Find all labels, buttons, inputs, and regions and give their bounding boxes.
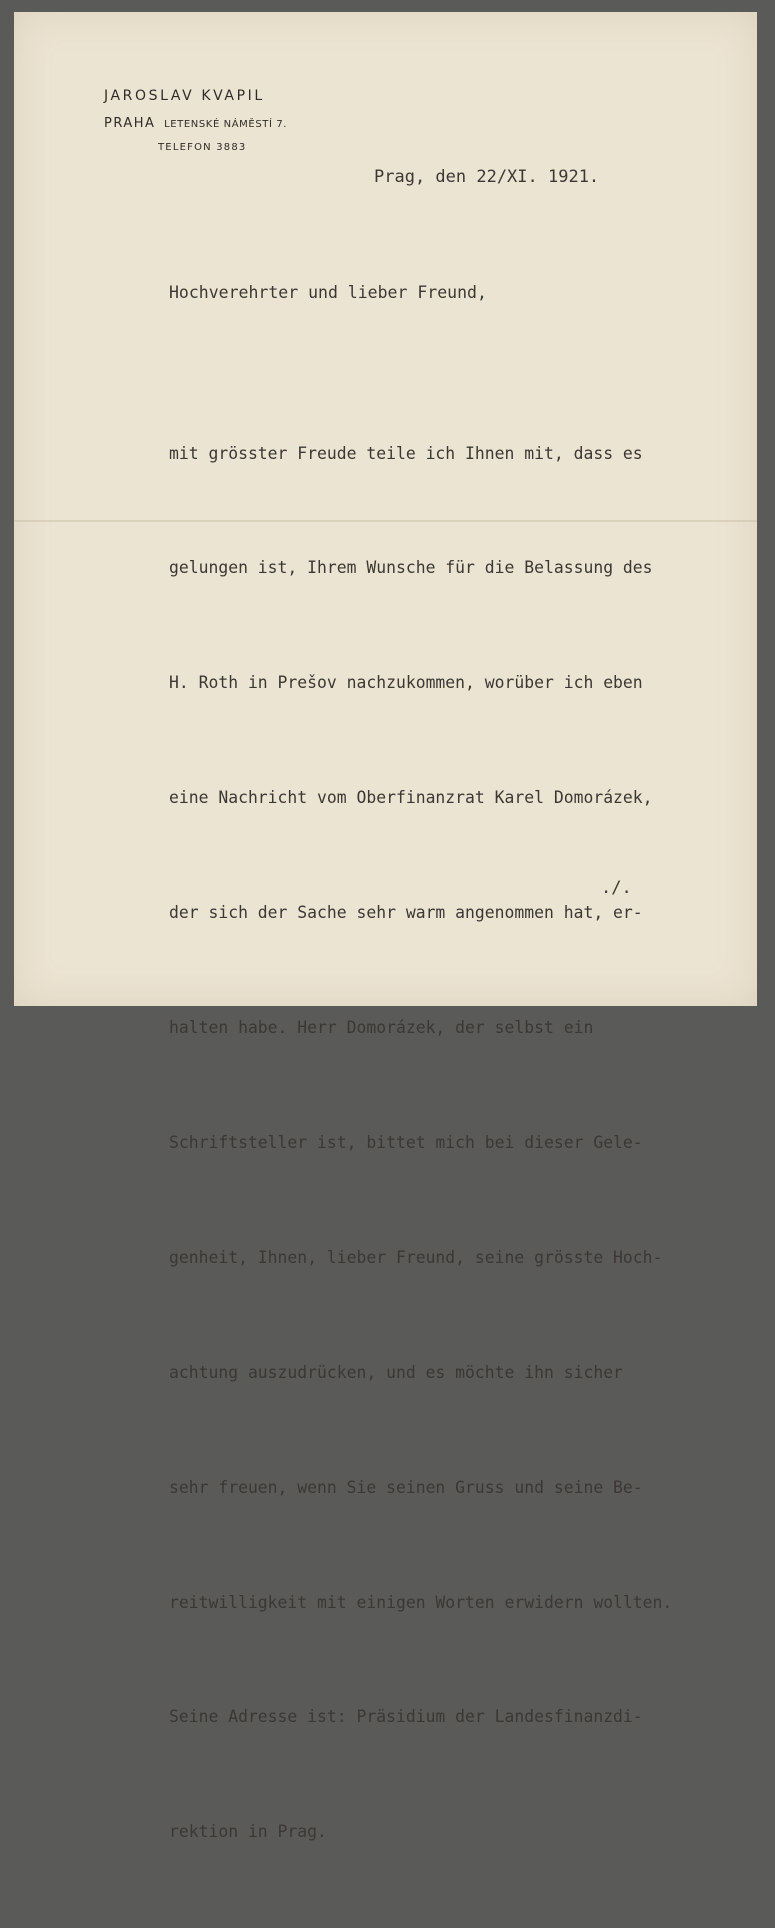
letterhead-phone: TELEFON 3883 bbox=[158, 142, 247, 153]
letter-sheet bbox=[14, 12, 757, 1842]
letterhead-city: PRAHA bbox=[104, 116, 156, 131]
letter-body bbox=[169, 358, 672, 1928]
body-line: Schriftsteller ist, bittet mich bei dieser Gele- bbox=[169, 1132, 643, 1152]
body-line: sehr freuen, wenn Sie seinen Gruss und seine Be- bbox=[169, 1477, 643, 1497]
enclosure-mark: ./. bbox=[601, 878, 632, 898]
body-line: reitwilligkeit mit einigen Worten erwidern wollten. bbox=[169, 1592, 673, 1612]
body-line: achtung auszudrücken, und es möchte ihn sicher bbox=[169, 1362, 623, 1382]
body-line: Seine Adresse ist: Präsidium der Landesfinanzdi- bbox=[169, 1707, 643, 1727]
body-line: rektion in Prag. bbox=[169, 1822, 327, 1842]
body-line: halten habe. Herr Domorázek, der selbst ein bbox=[169, 1018, 594, 1038]
salutation: Hochverehrter und lieber Freund, bbox=[169, 283, 487, 302]
letterhead-street: LETENSKÉ NÁMĚSTÍ 7. bbox=[164, 119, 288, 130]
body-line: eine Nachricht vom Oberfinanzrat Karel Domorázek, bbox=[169, 788, 653, 808]
body-line: der sich der Sache sehr warm angenommen hat, er- bbox=[169, 903, 643, 923]
letterhead-name: JAROSLAV KVAPIL bbox=[104, 88, 265, 104]
dateline: Prag, den 22/XI. 1921. bbox=[374, 167, 600, 187]
body-line: mit grösster Freude teile ich Ihnen mit, dass es bbox=[169, 443, 643, 463]
body-line: H. Roth in Prešov nachzukommen, worüber ich eben bbox=[169, 673, 643, 693]
body-line: gelungen ist, Ihrem Wunsche für die Belassung des bbox=[169, 558, 653, 578]
letterhead-address-line bbox=[104, 116, 287, 131]
body-line: genheit, Ihnen, lieber Freund, seine grösste Hoch- bbox=[169, 1247, 663, 1267]
